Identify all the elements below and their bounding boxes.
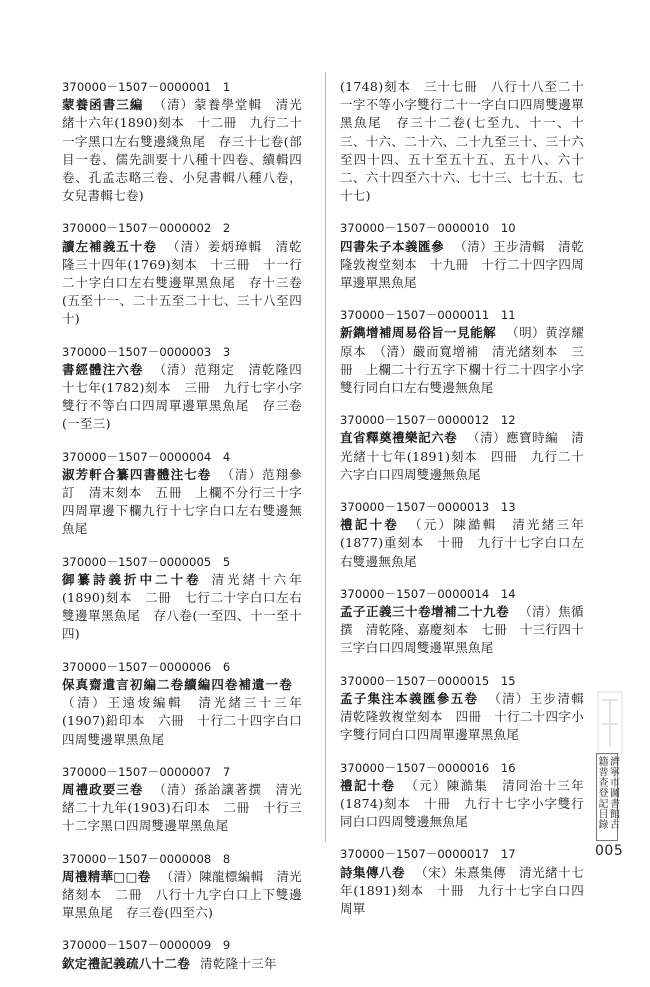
entry-number: 370000－1507－0000006 6 — [62, 659, 231, 674]
column-divider — [325, 72, 326, 842]
entry-details: （清）蒙養學堂輯 清光緒十六年(1890)刻本 十二冊 九行二十一字黑口左右雙邊綫魚尾 存三十七卷(部目一卷、儒先訓要十八種十四卷、續輯四卷、孔孟志略三卷、小兒書輯八種八卷，女兒書輯七卷) — [62, 97, 302, 204]
entry-number: 370000－1507－0000005 5 — [62, 554, 231, 569]
entry-details: （元）陳澔集 清同治十三年(1874)刻本 十冊 九行十七字小字雙行同白口四周雙邊無魚尾 — [340, 777, 585, 830]
entry-number: 370000－1507－0000016 16 — [340, 760, 516, 775]
entry-details: （明）黄淳耀原本 （清）嚴而寬增補 清光緒刻本 三冊 上欄二十行五字下欄十行二十四字小字雙行同白口左右雙邊無魚尾 — [340, 325, 584, 396]
catalog-entry-8 — [62, 850, 302, 923]
entry-details: （清）王遠焌編輯 清光緒三十三年(1907)鉛印本 六冊 十行二十四字白口四周雙邊單黑魚尾 — [62, 695, 302, 747]
entry-title: 欽定禮記義疏八十二卷 — [62, 955, 191, 971]
catalog-entry-3 — [62, 343, 302, 434]
catalog-entry-4 — [62, 448, 302, 539]
entry-number: 370000－1507－0000001 1 — [62, 80, 231, 94]
entry-title: 蒙養函書三編 — [62, 97, 144, 113]
entry-details: （清）王步清輯 清乾隆敦複堂刻本 十九冊 十行二十四字四周單邊單黑魚尾 — [340, 238, 584, 291]
catalog-entry-11 — [340, 306, 584, 397]
catalog-entry-7 — [62, 763, 302, 836]
entry-details: 清光緒十六年(1890)刻本 二冊 七行二十字白口左右雙邊單黑魚尾 存八卷(一至四、十一至十四) — [62, 571, 302, 642]
entry-title: 禮記十卷 — [340, 777, 396, 793]
entry-details: （清）應寶時編 清光緒十七年(1891)刻本 四冊 九行二十六字白口四周雙邊無魚尾 — [340, 430, 585, 482]
entry-number: 370000－1507－0000014 14 — [340, 586, 516, 601]
entry-title: 新鐫增補周易俗旨一見能解 — [340, 325, 497, 341]
catalog-entry-9 — [62, 936, 302, 972]
catalog-entry-17 — [340, 845, 584, 918]
entry-title: 禮記十卷 — [340, 517, 399, 533]
catalog-entry-2 — [62, 219, 302, 328]
entry-details: （清）陳龍標編輯 清光緒刻本 二冊 八行十九字白口上下雙邊單黑魚尾 存三卷(四至六) — [62, 868, 302, 921]
entry-9-continuation: (1748)刻本 三十七冊 八行十八至二十一字不等小字雙行二十一字白口四周雙邊單黑魚尾 存三十二卷(七至九、十一、十三、十六、二十六、二十九至三十、三十六至四十四、五十至五十五、五十八、六十二、六十四至六十六、七十三、七十五、七十七) — [340, 79, 584, 204]
running-side-label — [596, 753, 618, 841]
entry-number: 370000－1507－0000009 9 — [62, 938, 231, 953]
entry-title: 詩集傳八卷 — [340, 864, 406, 880]
entry-title: 御纂詩義折中二十卷 — [62, 571, 202, 587]
entry-title: 讀左補義五十卷 — [62, 238, 158, 254]
entry-title: 淑芳軒合纂四書體注七卷 — [62, 466, 212, 482]
page-number: 005 — [595, 843, 624, 859]
entry-title: 周禮政要三卷 — [62, 781, 144, 797]
entry-details: 清乾隆十三年 — [200, 955, 277, 971]
entry-details: （清）焦循撰 清乾隆、嘉慶刻本 七冊 十三行四十三字白口四周雙邊單黑魚尾 — [340, 604, 584, 656]
entry-number: 370000－1507－0000003 3 — [62, 344, 231, 359]
catalog-entry-15 — [340, 672, 597, 745]
entry-number: 370000－1507－0000015 15 — [340, 673, 516, 688]
entry-details: （清）姜炳璋輯 清乾隆三十四年(1769)刻本 十三冊 十一行二十字白口左右雙邊單黑魚尾 存十三卷(五至十一、二十五至二十七、三十八至四十) — [62, 238, 302, 327]
entry-title: 直省釋奠禮樂記六卷 — [340, 430, 458, 446]
entry-number: 370000－1507－0000002 2 — [62, 221, 231, 236]
catalog-entry-5 — [62, 553, 302, 644]
entry-title: 書經體注六卷 — [62, 361, 144, 377]
entry-number: 370000－1507－0000010 10 — [340, 221, 516, 236]
entry-details: （清）范翔參訂 清末刻本 五冊 上欄不分行三十字四周單邊下欄九行十七字白口左右雙邊無魚尾 — [62, 466, 302, 537]
right-column — [340, 78, 597, 932]
catalog-entry-10 — [340, 219, 584, 292]
entry-number: 370000－1507－0000004 4 — [62, 449, 231, 464]
entry-details: （元）陳澔輯 清光緒三年(1877)重刻本 十冊 九行十七字白口左右雙邊無魚尾 — [340, 517, 584, 569]
entry-title: 四書朱子本義匯參 — [340, 238, 445, 254]
side-label-text: 濟寧市圖書館古籍普查登記目錄 — [596, 756, 619, 830]
entry-title: 周禮精華□□卷 — [62, 868, 151, 884]
entry-title: 孟子正義三十卷增補二十九卷 — [340, 604, 510, 620]
catalog-entry-14 — [340, 585, 584, 658]
entry-number: 370000－1507－0000012 12 — [340, 413, 516, 428]
entry-title: 保真齋遺言初編二卷續編四卷補遺一卷 — [62, 676, 292, 692]
entry-details: （清）范翔定 清乾隆四十七年(1782)刻本 三冊 九行七字小字雙行不等白口四周單邊單黑魚尾 存三卷(一至三) — [62, 361, 302, 432]
catalog-entry-16 — [340, 759, 584, 832]
catalog-entry-13 — [340, 498, 584, 571]
left-column — [62, 78, 302, 987]
catalog-entry-12 — [340, 411, 584, 484]
catalog-entry-6 — [62, 658, 302, 749]
entry-number: 370000－1507－0000013 13 — [340, 500, 516, 515]
entry-details: （清）王步清輯 清乾隆敦複堂刻本 四冊 十行二十四字小字雙行同白口四周單邊單黑魚尾 — [340, 690, 597, 743]
catalog-entry-1 — [62, 78, 302, 205]
entry-number: 370000－1507－0000008 8 — [62, 851, 231, 866]
entry-details: （宋）朱熹集傳 清光緒十七年(1891)刻本 十冊 九行十七字白口四周單 — [340, 864, 584, 916]
entry-number: 370000－1507－0000007 7 — [62, 764, 231, 779]
entry-title: 孟子集注本義匯參五卷 — [340, 690, 479, 706]
entry-details: （清）孫詒讓著撰 清光緒二十九年(1903)石印本 二冊 十行三十二字黑口四周雙邊單黑魚尾 — [62, 781, 302, 834]
entry-number: 370000－1507－0000017 17 — [340, 847, 516, 862]
entry-number: 370000－1507－0000011 11 — [340, 308, 516, 323]
